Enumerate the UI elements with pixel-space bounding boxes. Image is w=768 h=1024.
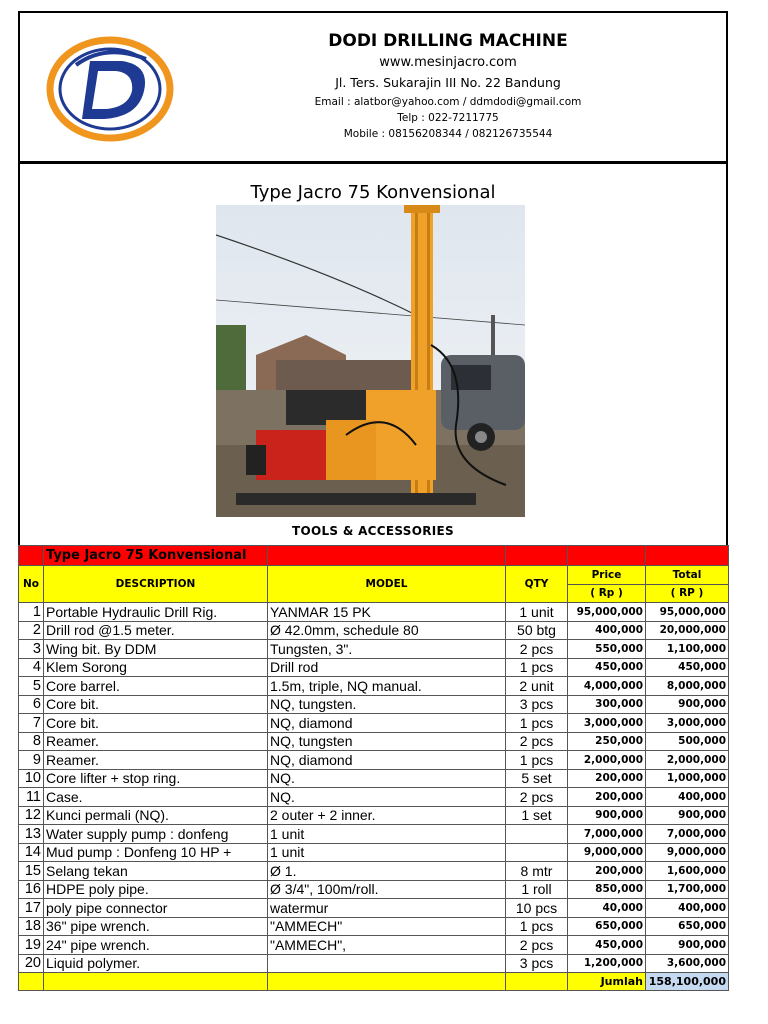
cell-price: 3,000,000 [568, 714, 646, 733]
table-row [19, 603, 729, 622]
cell-description: 24" pipe wrench. [44, 936, 268, 955]
table-row [19, 843, 729, 862]
cell-total: 7,000,000 [646, 825, 729, 844]
cell-model: YANMAR 15 PK [268, 603, 506, 622]
cell-price: 200,000 [568, 862, 646, 881]
company-info [170, 31, 726, 144]
cell-model: NQ. [268, 788, 506, 807]
cell-model: Ø 42.0mm, schedule 80 [268, 621, 506, 640]
cell-price: 400,000 [568, 621, 646, 640]
cell-no: 5 [19, 677, 44, 696]
cell-total: 20,000,000 [646, 621, 729, 640]
header-price-unit: ( Rp ) [568, 584, 646, 603]
cell-qty: 2 pcs [506, 788, 568, 807]
header-description: DESCRIPTION [44, 566, 268, 603]
table-header-row [19, 566, 729, 585]
cell-qty: 1 pcs [506, 658, 568, 677]
table-row [19, 751, 729, 770]
cell-total: 9,000,000 [646, 843, 729, 862]
cell-model: NQ. [268, 769, 506, 788]
cell-price: 200,000 [568, 769, 646, 788]
cell-description: Core bit. [44, 695, 268, 714]
product-title: Type Jacro 75 Konvensional [250, 182, 496, 203]
table-row [19, 917, 729, 936]
company-header [18, 11, 728, 163]
cell-qty: 2 pcs [506, 640, 568, 659]
cell-description: Drill rod @1.5 meter. [44, 621, 268, 640]
cell-total: 900,000 [646, 806, 729, 825]
cell-qty: 2 pcs [506, 936, 568, 955]
cell-qty: 2 pcs [506, 732, 568, 751]
header-price: Price [568, 566, 646, 585]
table-row [19, 788, 729, 807]
cell-price: 900,000 [568, 806, 646, 825]
table-footer-row [19, 973, 729, 991]
cell-qty: 8 mtr [506, 862, 568, 881]
cell-price: 1,200,000 [568, 954, 646, 973]
cell-price: 450,000 [568, 936, 646, 955]
cell-model: watermur [268, 899, 506, 918]
header-no: No [19, 566, 44, 603]
cell-description: Klem Sorong [44, 658, 268, 677]
table-row [19, 806, 729, 825]
cell-no: 16 [19, 880, 44, 899]
cell-no: 15 [19, 862, 44, 881]
cell-model: NQ, diamond [268, 751, 506, 770]
cell-no: 17 [19, 899, 44, 918]
cell-model: 1 unit [268, 825, 506, 844]
cell-description: Wing bit. By DDM [44, 640, 268, 659]
cell-total: 400,000 [646, 899, 729, 918]
cell-total: 2,000,000 [646, 751, 729, 770]
header-total-unit: ( RP ) [646, 584, 729, 603]
table-banner-row [19, 546, 729, 566]
cell-qty: 1 pcs [506, 917, 568, 936]
cell-qty: 1 set [506, 806, 568, 825]
table-banner-title: Type Jacro 75 Konvensional [44, 546, 268, 566]
cell-qty: 1 pcs [506, 714, 568, 733]
cell-model: Ø 1. [268, 862, 506, 881]
table-row [19, 640, 729, 659]
cell-price: 4,000,000 [568, 677, 646, 696]
cell-model: Tungsten, 3". [268, 640, 506, 659]
header-model: MODEL [268, 566, 506, 603]
cell-model: 1 unit [268, 843, 506, 862]
table-row [19, 695, 729, 714]
cell-description: Reamer. [44, 751, 268, 770]
cell-model: Drill rod [268, 658, 506, 677]
cell-model: NQ, tungsten [268, 732, 506, 751]
price-table [18, 545, 729, 991]
cell-total: 95,000,000 [646, 603, 729, 622]
cell-total: 400,000 [646, 788, 729, 807]
cell-no: 18 [19, 917, 44, 936]
cell-description: Water supply pump : donfeng [44, 825, 268, 844]
table-row [19, 899, 729, 918]
company-email: Email : alatbor@yahoo.com / ddmdodi@gmail.com [314, 96, 582, 108]
cell-qty [506, 843, 568, 862]
header-total: Total [646, 566, 729, 585]
cell-total: 900,000 [646, 936, 729, 955]
company-name: DODI DRILLING MACHINE [328, 31, 568, 51]
cell-qty [506, 825, 568, 844]
company-mobile: Mobile : 08156208344 / 082126735544 [343, 128, 553, 140]
cell-total: 1,000,000 [646, 769, 729, 788]
cell-no: 20 [19, 954, 44, 973]
cell-no: 14 [19, 843, 44, 862]
cell-description: poly pipe connector [44, 899, 268, 918]
cell-total: 450,000 [646, 658, 729, 677]
cell-description: 36" pipe wrench. [44, 917, 268, 936]
cell-price: 650,000 [568, 917, 646, 936]
cell-model: NQ, tungsten. [268, 695, 506, 714]
cell-no: 8 [19, 732, 44, 751]
cell-qty: 1 roll [506, 880, 568, 899]
cell-description: Selang tekan [44, 862, 268, 881]
product-section [18, 162, 728, 547]
cell-total: 3,000,000 [646, 714, 729, 733]
sum-label: Jumlah [568, 973, 646, 991]
cell-price: 40,000 [568, 899, 646, 918]
cell-price: 9,000,000 [568, 843, 646, 862]
company-phone: Telp : 022-7211775 [397, 112, 499, 124]
cell-price: 850,000 [568, 880, 646, 899]
cell-no: 11 [19, 788, 44, 807]
table-row [19, 825, 729, 844]
table-row [19, 862, 729, 881]
cell-no: 4 [19, 658, 44, 677]
cell-model: 1.5m, triple, NQ manual. [268, 677, 506, 696]
cell-no: 13 [19, 825, 44, 844]
cell-no: 7 [19, 714, 44, 733]
cell-qty: 5 set [506, 769, 568, 788]
table-row [19, 732, 729, 751]
cell-total: 650,000 [646, 917, 729, 936]
cell-description: HDPE poly pipe. [44, 880, 268, 899]
cell-model: "AMMECH" [268, 917, 506, 936]
header-qty: QTY [506, 566, 568, 603]
cell-no: 19 [19, 936, 44, 955]
cell-description: Portable Hydraulic Drill Rig. [44, 603, 268, 622]
table-row [19, 954, 729, 973]
cell-description: Case. [44, 788, 268, 807]
cell-description: Core barrel. [44, 677, 268, 696]
company-website: www.mesinjacro.com [379, 55, 517, 70]
cell-no: 10 [19, 769, 44, 788]
table-row [19, 714, 729, 733]
tools-accessories-heading: TOOLS & ACCESSORIES [292, 524, 454, 538]
cell-model: 2 outer + 2 inner. [268, 806, 506, 825]
table-row [19, 658, 729, 677]
table-body [19, 603, 729, 973]
table-row [19, 936, 729, 955]
cell-qty: 1 unit [506, 603, 568, 622]
cell-price: 450,000 [568, 658, 646, 677]
cell-no: 6 [19, 695, 44, 714]
drill-rig-photo [216, 205, 525, 517]
grand-total: 158,100,000 [646, 973, 729, 991]
cell-qty: 2 unit [506, 677, 568, 696]
cell-price: 7,000,000 [568, 825, 646, 844]
cell-model: NQ, diamond [268, 714, 506, 733]
cell-description: Core lifter + stop ring. [44, 769, 268, 788]
cell-total: 500,000 [646, 732, 729, 751]
cell-no: 12 [19, 806, 44, 825]
cell-price: 200,000 [568, 788, 646, 807]
company-logo-icon [46, 35, 174, 143]
cell-qty: 3 pcs [506, 695, 568, 714]
cell-model: "AMMECH", [268, 936, 506, 955]
cell-no: 3 [19, 640, 44, 659]
cell-total: 3,600,000 [646, 954, 729, 973]
cell-description: Mud pump : Donfeng 10 HP + [44, 843, 268, 862]
cell-description: Reamer. [44, 732, 268, 751]
cell-price: 2,000,000 [568, 751, 646, 770]
cell-price: 95,000,000 [568, 603, 646, 622]
cell-total: 1,700,000 [646, 880, 729, 899]
cell-qty: 1 pcs [506, 751, 568, 770]
cell-price: 300,000 [568, 695, 646, 714]
cell-no: 1 [19, 603, 44, 622]
cell-total: 900,000 [646, 695, 729, 714]
cell-price: 250,000 [568, 732, 646, 751]
cell-no: 9 [19, 751, 44, 770]
cell-description: Kunci permali (NQ). [44, 806, 268, 825]
cell-price: 550,000 [568, 640, 646, 659]
cell-qty: 50 btg [506, 621, 568, 640]
cell-total: 8,000,000 [646, 677, 729, 696]
cell-model [268, 954, 506, 973]
cell-model: Ø 3/4", 100m/roll. [268, 880, 506, 899]
table-row [19, 769, 729, 788]
cell-description: Liquid polymer. [44, 954, 268, 973]
cell-qty: 10 pcs [506, 899, 568, 918]
table-row [19, 677, 729, 696]
company-address: Jl. Ters. Sukarajin III No. 22 Bandung [335, 75, 561, 90]
cell-description: Core bit. [44, 714, 268, 733]
cell-total: 1,600,000 [646, 862, 729, 881]
cell-total: 1,100,000 [646, 640, 729, 659]
cell-qty: 3 pcs [506, 954, 568, 973]
table-row [19, 621, 729, 640]
cell-no: 2 [19, 621, 44, 640]
table-row [19, 880, 729, 899]
